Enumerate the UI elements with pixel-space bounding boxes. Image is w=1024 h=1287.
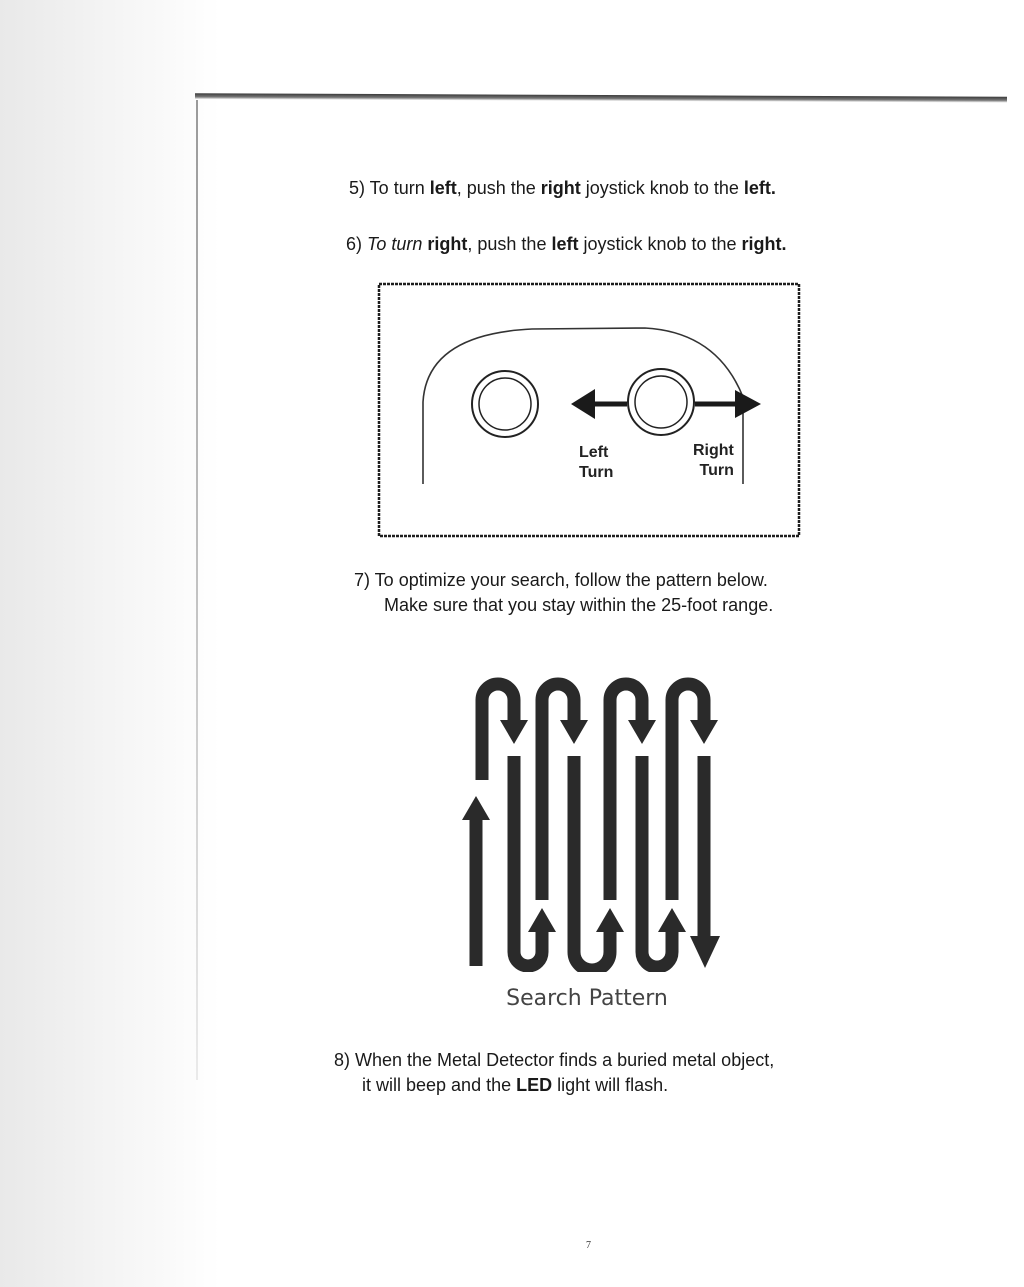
right-turn-label-line-1: Right bbox=[693, 442, 734, 459]
step-5 bbox=[349, 176, 776, 201]
left-turn-label-line-1: Left bbox=[579, 444, 609, 461]
step-7-line-2: Make sure that you stay within the 25-foot range. bbox=[384, 595, 774, 615]
step-5-text: , push the bbox=[456, 178, 541, 198]
step-5-bold-left: left bbox=[429, 178, 457, 198]
arrow-left-icon bbox=[571, 389, 627, 419]
step-6-italic: To turn bbox=[367, 234, 428, 254]
scan-shadow bbox=[0, 0, 220, 1287]
step-8 bbox=[334, 1048, 774, 1098]
arrow-right-icon bbox=[695, 390, 761, 418]
right-turn-label bbox=[693, 441, 734, 481]
pattern-caption bbox=[0, 986, 1024, 1011]
step-8-bold-led: LED bbox=[516, 1075, 553, 1095]
step-6 bbox=[346, 232, 787, 257]
pattern-caption-text: Search Pattern bbox=[506, 986, 668, 1011]
step-7 bbox=[354, 568, 773, 618]
step-8-text: light will flash. bbox=[552, 1075, 669, 1095]
step-8-line-1: 8) When the Metal Detector finds a buried metal object, bbox=[334, 1050, 775, 1070]
right-joystick-icon bbox=[628, 369, 694, 435]
step-5-text: 5) To turn bbox=[349, 178, 430, 198]
left-turn-label-line-2: Turn bbox=[579, 464, 614, 481]
step-6-number: 6) bbox=[346, 234, 368, 254]
step-8-line-2 bbox=[334, 1073, 774, 1098]
joystick-diagram bbox=[377, 282, 801, 538]
left-joystick-icon bbox=[472, 371, 538, 437]
step-5-bold-right: right bbox=[540, 178, 581, 198]
page-number: 7 bbox=[586, 1240, 591, 1251]
step-5-bold-left-end: left. bbox=[743, 178, 776, 198]
step-6-text: , push the bbox=[467, 234, 552, 254]
step-7-line-1: 7) To optimize your search, follow the pattern below. bbox=[354, 570, 768, 590]
step-6-bold-right: right bbox=[427, 234, 468, 254]
page-top-edge bbox=[195, 93, 1007, 103]
left-turn-label bbox=[579, 443, 613, 483]
serpentine-arrow-pattern-icon bbox=[462, 660, 728, 972]
step-5-text: joystick knob to the bbox=[580, 178, 744, 198]
page-left-edge bbox=[196, 100, 198, 1080]
step-6-bold-left: left bbox=[551, 234, 579, 254]
step-8-text: it will beep and the bbox=[362, 1075, 517, 1095]
step-6-text: joystick knob to the bbox=[578, 234, 742, 254]
right-turn-label-line-2: Turn bbox=[699, 462, 734, 479]
step-6-bold-right-end: right. bbox=[741, 234, 787, 254]
